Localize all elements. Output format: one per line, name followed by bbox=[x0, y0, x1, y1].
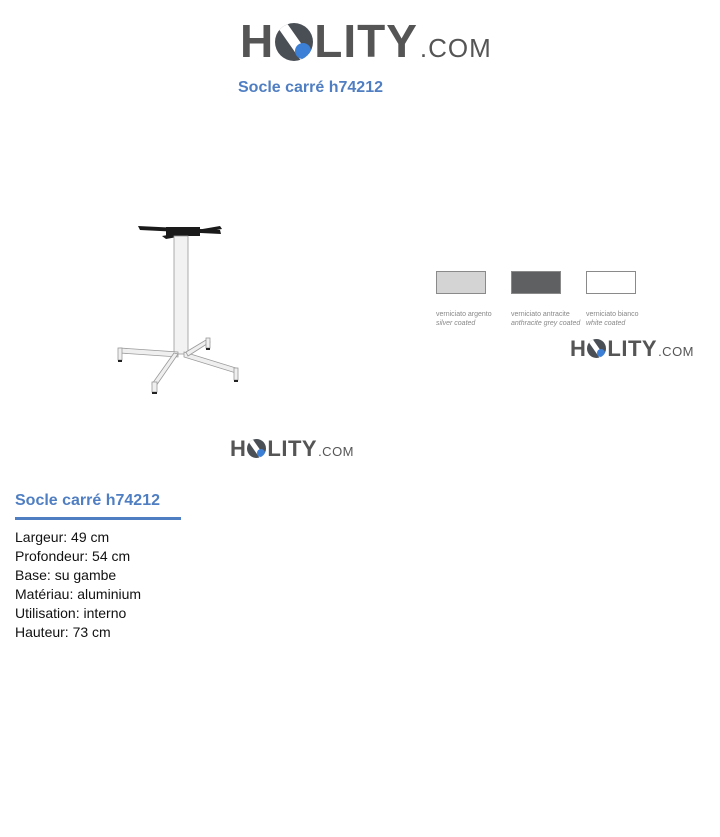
logo-text-h: H bbox=[570, 336, 587, 361]
logo-text-lity: LITY bbox=[314, 15, 418, 67]
finishes-image-logo bbox=[570, 336, 694, 362]
spec-usage: Utilisation: interno bbox=[15, 605, 127, 621]
swatch-white bbox=[586, 271, 636, 294]
details-title: Socle carré h74212 bbox=[15, 492, 160, 509]
logo-text-lity: LITY bbox=[607, 336, 658, 361]
spec-list bbox=[15, 528, 141, 642]
column-icon bbox=[174, 236, 188, 354]
logo-o-icon bbox=[247, 439, 266, 458]
logo-text-lity: LITY bbox=[267, 436, 318, 461]
swatch-anthracite bbox=[511, 271, 561, 294]
logo-domain: .COM bbox=[419, 33, 492, 63]
logo-o-icon bbox=[275, 23, 313, 61]
spec-base: Base: su gambe bbox=[15, 567, 117, 583]
logo-text-h: H bbox=[240, 15, 275, 67]
swatch-label-silver: verniciato argento silver coated bbox=[436, 311, 492, 327]
spec-width: Largeur: 49 cm bbox=[15, 529, 110, 545]
logo-o-icon bbox=[587, 339, 606, 358]
swatch-label-anthracite: verniciato antracite anthracite grey coated bbox=[511, 311, 581, 327]
holity-logo bbox=[240, 14, 492, 68]
spec-material: Matériau: aluminium bbox=[15, 586, 142, 602]
swatch-label-white: verniciato bianco white coated bbox=[586, 311, 639, 327]
product-image-logo bbox=[230, 436, 354, 462]
logo-domain: .COM bbox=[318, 444, 355, 459]
logo-text-h: H bbox=[230, 436, 247, 461]
table-base-image bbox=[100, 210, 300, 410]
swatch-silver bbox=[436, 271, 486, 294]
title-underline bbox=[15, 517, 181, 520]
spec-depth: Profondeur: 54 cm bbox=[15, 548, 131, 564]
spec-height: Hauteur: 73 cm bbox=[15, 624, 111, 640]
logo-domain: .COM bbox=[658, 344, 695, 359]
page-title: Socle carré h74212 bbox=[238, 79, 383, 96]
